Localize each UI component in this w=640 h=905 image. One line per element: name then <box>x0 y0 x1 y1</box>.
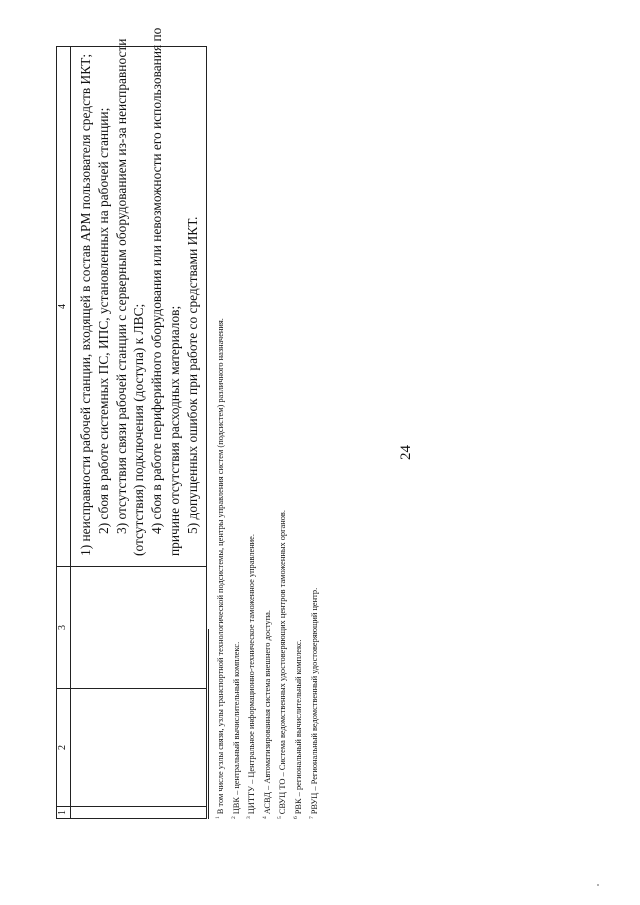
footnote-mark: 1 <box>215 816 221 819</box>
footnote-mark: 3 <box>246 816 253 819</box>
footnote-text: АСВД – Автоматизированная система внешнего доступа. <box>262 610 272 815</box>
footnote-text: ЦИТТУ – Центральное информационно-техническое таможенное управление. <box>247 534 257 815</box>
reason-line: 5) допущенных ошибок при работе со средствами ИКТ. <box>184 216 200 534</box>
table-header-row <box>57 47 71 819</box>
footnote-mark: 7 <box>308 816 315 819</box>
footnote-item <box>228 59 244 819</box>
table-cell-col1 <box>71 807 207 819</box>
footnote-mark: 5 <box>277 816 284 819</box>
table-cell-col3 <box>71 567 207 689</box>
reason-line: причине отсутствия расходных материалов; <box>166 305 182 556</box>
reason-line: 2) сбоя в работе системных ПС, ИПС, установленных на рабочей станции; <box>95 107 111 534</box>
footnote-separator <box>208 629 209 819</box>
table-header-col2: 2 <box>57 689 71 807</box>
reasons-list <box>71 27 206 566</box>
footnote-item <box>290 59 306 819</box>
table-header-col1: 1 <box>57 807 71 819</box>
footnote-item <box>212 59 228 819</box>
reason-line: 1) неисправности рабочей станции, входящей в состав АРМ пользователя средств ИКТ; <box>78 53 93 556</box>
footnote-text: В том числе узлы связи, узлы транспортной технологической подсистемы, центры управления систем (подсистем) различного назначения. <box>216 318 225 815</box>
footnote-item <box>306 59 322 819</box>
footnote-text: СВУЦ ТО – Система ведомственных удостоверяющих центров таможенных органов. <box>278 510 288 815</box>
reason-line: (отсутствия) подключения (доступа) к ЛВС; <box>131 303 147 556</box>
page-number: 24 <box>398 445 414 460</box>
footnotes <box>212 59 321 819</box>
footnote-item <box>274 59 290 819</box>
footnote-text: ЦВК – центральный вычислительный комплекс. <box>231 641 241 815</box>
reason-line: 4) сбоя в работе периферийного оборудования или невозможности его использования по <box>149 27 165 534</box>
footnote-mark: 2 <box>230 816 237 819</box>
footnote-text: РВУЦ – Региональный ведомственный удостоверяющий центр. <box>309 587 319 815</box>
reason-line: 3) отсутствия связи рабочей станции с серверным оборудованием из-за неисправности <box>113 38 129 534</box>
table-header-col3: 3 <box>57 567 71 689</box>
scan-speck <box>597 884 599 886</box>
footnote-mark: 6 <box>292 816 299 819</box>
footnote-item <box>243 59 259 819</box>
footnote-item <box>259 59 275 819</box>
table-cell-col4 <box>71 27 207 567</box>
main-table <box>56 27 207 819</box>
footnote-mark: 4 <box>261 816 268 819</box>
footnote-text: РВК – региональный вычислительный комплекс. <box>293 639 303 815</box>
table-header-col4: 4 <box>57 47 71 567</box>
table-row <box>71 47 207 819</box>
table-cell-col2 <box>71 689 207 807</box>
